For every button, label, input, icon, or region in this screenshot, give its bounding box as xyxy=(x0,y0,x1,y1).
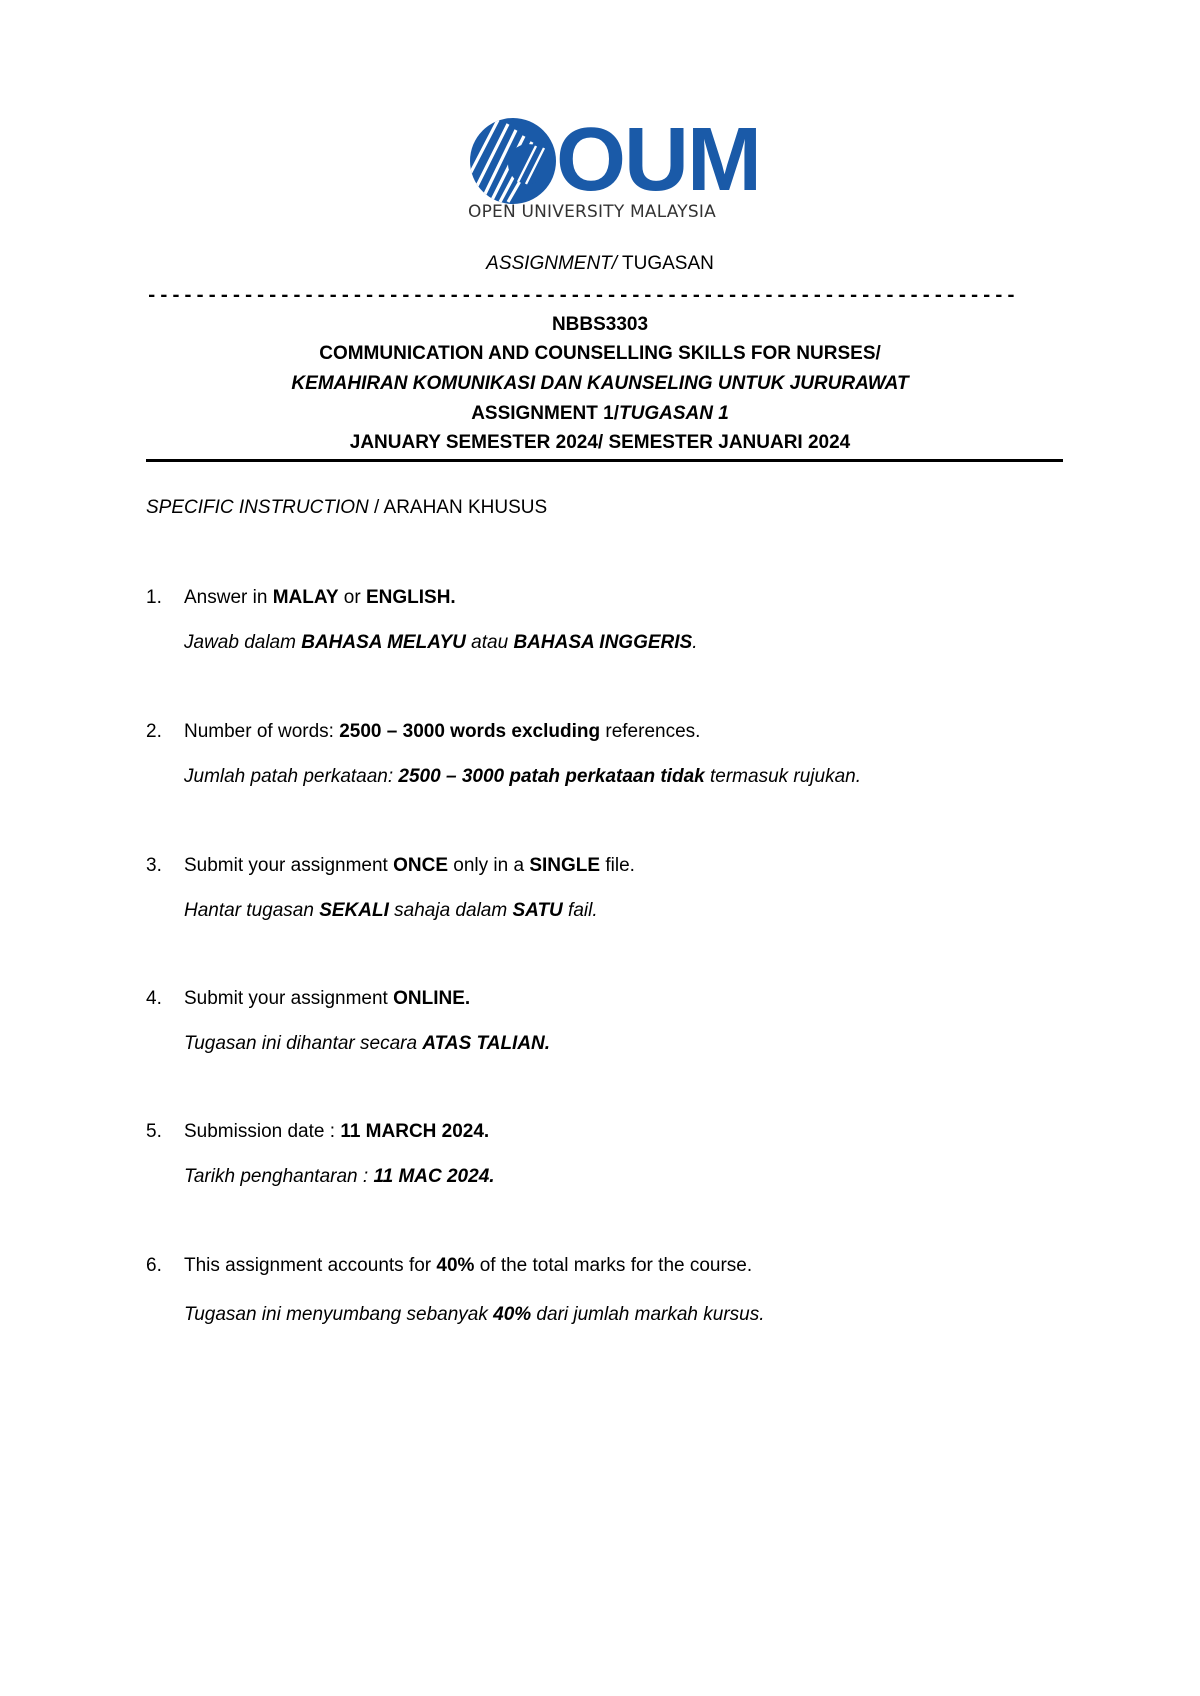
course-code: NBBS3303 xyxy=(551,314,649,335)
instruction-number: 6. xyxy=(146,1255,162,1276)
instruction-ms: Jawab dalam BAHASA MELAYU atau BAHASA INGGERIS. xyxy=(184,632,698,653)
assignment-en: ASSIGNMENT 1/ xyxy=(471,403,619,424)
document-title xyxy=(0,252,1200,276)
course-name-ms: KEMAHIRAN KOMUNIKASI DAN KAUNSELING UNTUK JURURAWAT xyxy=(291,373,909,394)
instruction-en: Answer in MALAY or ENGLISH. xyxy=(184,587,456,608)
specific-label-ms: / ARAHAN KHUSUS xyxy=(368,497,548,518)
assignment-number xyxy=(0,402,1200,426)
logo-wordmark: OUM xyxy=(556,110,760,210)
instruction-en: Submit your assignment ONCE only in a SINGLE file. xyxy=(184,855,635,876)
instruction-number: 2. xyxy=(146,721,162,742)
instruction-number: 1. xyxy=(146,587,162,608)
instruction-en: Submit your assignment ONLINE. xyxy=(184,988,471,1009)
instruction-en: This assignment accounts for 40% of the total marks for the course. xyxy=(184,1255,753,1276)
oum-globe-icon xyxy=(468,116,558,206)
title-ms: TUGASAN xyxy=(617,253,714,274)
oum-logo xyxy=(468,110,760,226)
semester: JANUARY SEMESTER 2024/ SEMESTER JANUARI 2024 xyxy=(349,432,851,453)
instruction-number: 3. xyxy=(146,855,162,876)
header-rule xyxy=(146,459,1063,462)
specific-instruction-heading xyxy=(146,496,547,520)
instruction-ms: Tugasan ini dihantar secara ATAS TALIAN. xyxy=(184,1033,551,1054)
instruction-number: 5. xyxy=(146,1121,162,1142)
instruction-ms: Tugasan ini menyumbang sebanyak 40% dari jumlah markah kursus. xyxy=(184,1304,765,1325)
instruction-en: Number of words: 2500 – 3000 words excluding references. xyxy=(184,721,701,742)
instruction-number: 4. xyxy=(146,988,162,1009)
specific-label-en: SPECIFIC INSTRUCTION xyxy=(146,497,369,518)
instruction-ms: Tarikh penghantaran : 11 MAC 2024. xyxy=(184,1166,495,1187)
dashed-divider: ------------------------------------------------------------------------ xyxy=(146,286,1018,306)
logo-subtitle: OPEN UNIVERSITY MALAYSIA xyxy=(468,202,716,222)
instruction-ms: Hantar tugasan SEKALI sahaja dalam SATU fail. xyxy=(184,900,598,921)
course-name-en: COMMUNICATION AND COUNSELLING SKILLS FOR NURSES/ xyxy=(319,343,881,364)
instruction-ms: Jumlah patah perkataan: 2500 – 3000 patah perkataan tidak termasuk rujukan. xyxy=(184,766,862,787)
instruction-en: Submission date : 11 MARCH 2024. xyxy=(184,1121,490,1142)
assignment-ms: TUGASAN 1 xyxy=(619,403,729,424)
title-en: ASSIGNMENT/ xyxy=(486,253,618,274)
